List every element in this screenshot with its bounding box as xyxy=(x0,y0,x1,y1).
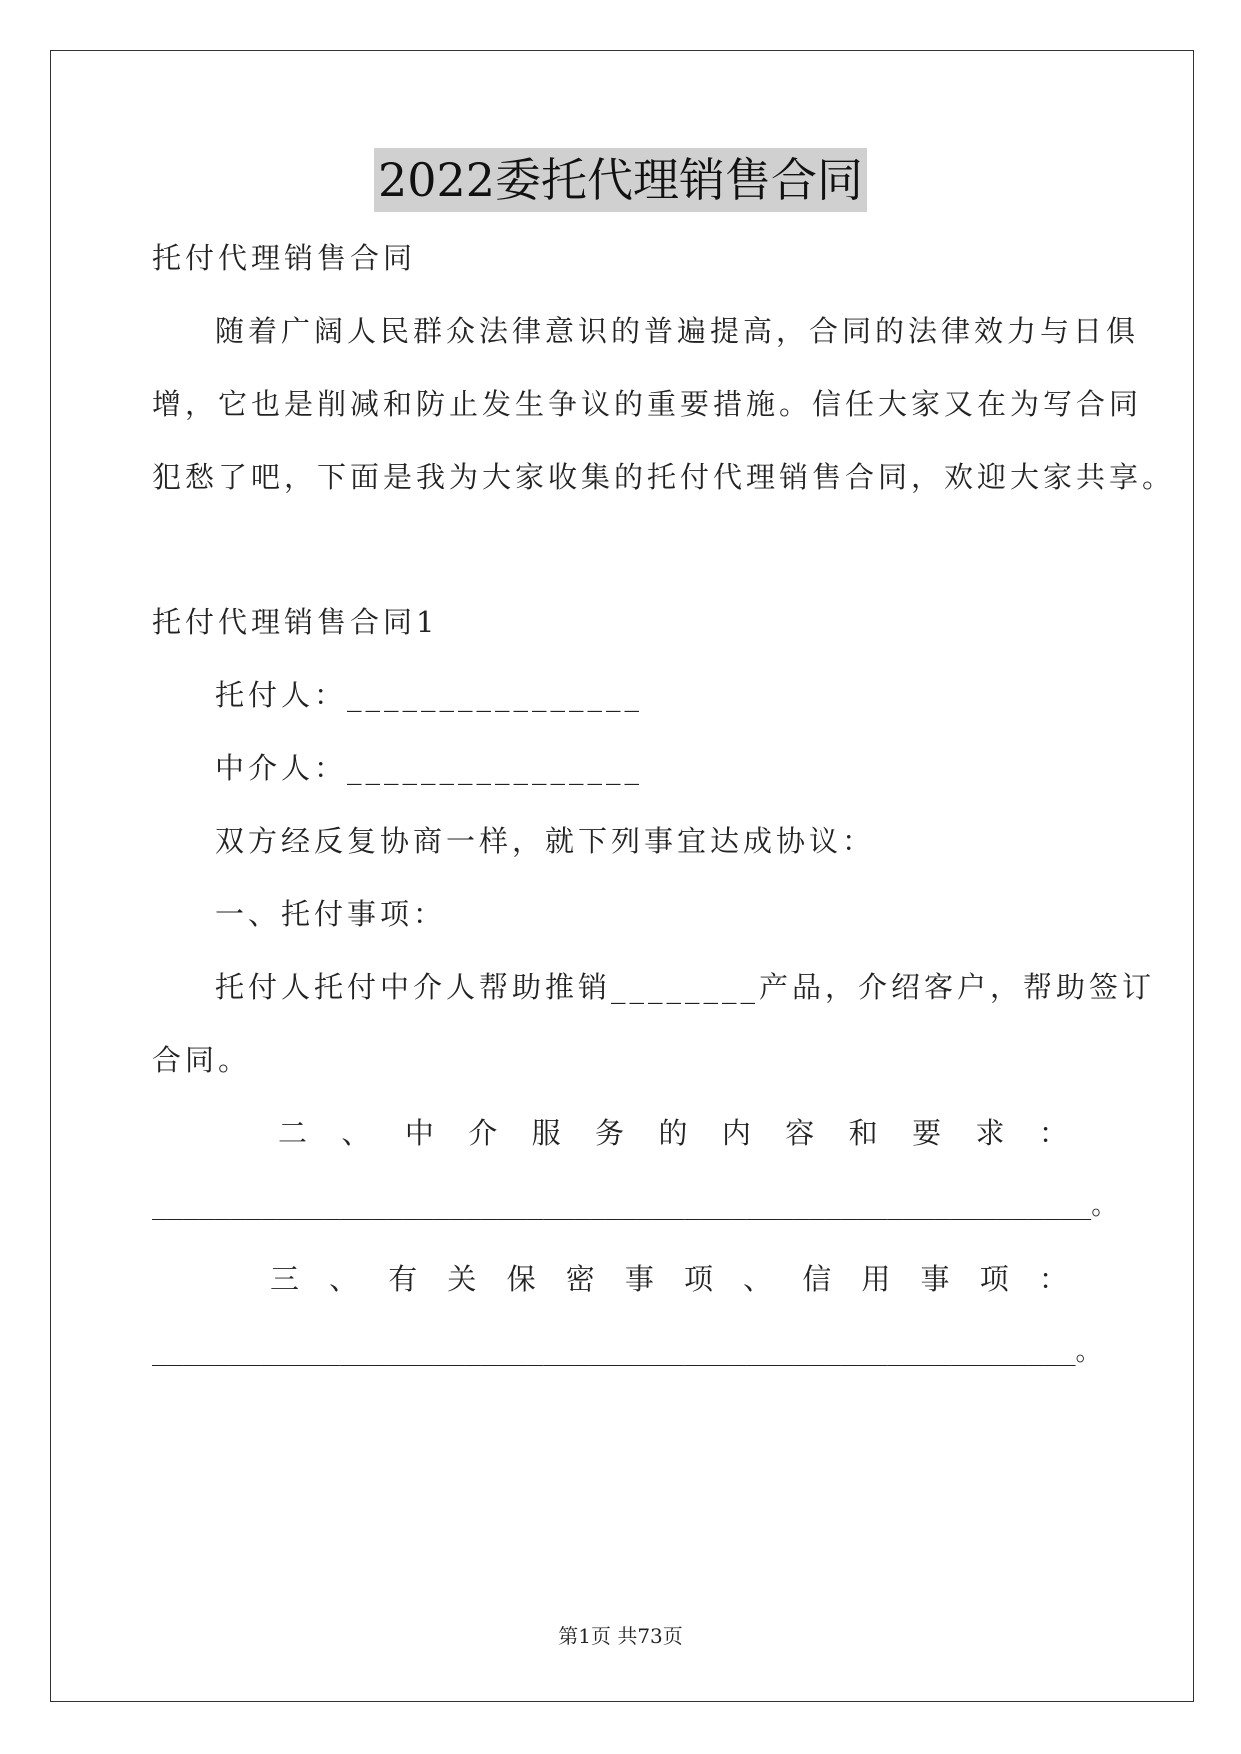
section-1-title: 一、托付事项： xyxy=(215,897,447,931)
title-container xyxy=(0,148,1241,212)
intro-line-1: 随着广阔人民群众法律意识的普遍提高，合同的法律效力与日俱 xyxy=(215,314,1140,348)
subtitle: 托付代理销售合同 xyxy=(152,241,417,275)
party-b-field: 中介人：________________ xyxy=(215,751,644,785)
section-2-title-char: 二 xyxy=(278,1116,308,1150)
document-title: 2022委托代理销售合同 xyxy=(374,148,867,212)
section-2-title-char: 中 xyxy=(404,1116,434,1150)
section-2-title xyxy=(278,1113,1068,1153)
section-2-title-char: 、 xyxy=(341,1116,371,1150)
section-3-title-char: 有 xyxy=(388,1262,418,1296)
section-3-blank: ___________________________________________________________。 xyxy=(152,1337,1102,1367)
section-3-title xyxy=(270,1259,1068,1299)
section-2-title-char: 务 xyxy=(595,1116,625,1150)
party-a-field: 托付人：________________ xyxy=(215,678,644,712)
section-3-title-char: 用 xyxy=(861,1262,891,1296)
section-1-body-line-1: 托付人托付中介人帮助推销________产品，介绍客户，帮助签订 xyxy=(215,970,1156,1004)
section-2-title-char: ： xyxy=(1038,1116,1068,1150)
section-1-body-line-2: 合同。 xyxy=(152,1043,252,1077)
section-3-title-char: ： xyxy=(1038,1262,1068,1296)
section-2-title-char: 容 xyxy=(785,1116,815,1150)
section-3-title-char: 事 xyxy=(624,1262,654,1296)
section-3-title-char: 密 xyxy=(565,1262,595,1296)
section-3-title-char: 关 xyxy=(447,1262,477,1296)
page-footer: 第1页 共73页 xyxy=(558,1624,683,1648)
page-border xyxy=(50,50,1194,1702)
section-3-title-char: 保 xyxy=(506,1262,536,1296)
section-2-title-char: 内 xyxy=(721,1116,751,1150)
section-2-title-char: 和 xyxy=(848,1116,878,1150)
section-2-title-char: 介 xyxy=(468,1116,498,1150)
intro-line-3: 犯愁了吧，下面是我为大家收集的托付代理销售合同，欢迎大家共享。 xyxy=(152,460,1176,494)
section-2-title-char: 的 xyxy=(658,1116,688,1150)
section-3-title-char: 、 xyxy=(743,1262,773,1296)
intro-line-2: 增，它也是削减和防止发生争议的重要措施。信任大家又在为写合同 xyxy=(152,387,1143,421)
section-2-title-char: 要 xyxy=(912,1116,942,1150)
agreement-statement: 双方经反复协商一样，就下列事宜达成协议： xyxy=(215,824,876,858)
section-3-title-char: 、 xyxy=(329,1262,359,1296)
contract-heading: 托付代理销售合同1 xyxy=(152,605,439,639)
section-3-title-char: 项 xyxy=(683,1262,713,1296)
section-3-title-char: 信 xyxy=(802,1262,832,1296)
section-3-title-char: 三 xyxy=(270,1262,300,1296)
section-3-title-char: 项 xyxy=(979,1262,1009,1296)
section-2-title-char: 求 xyxy=(975,1116,1005,1150)
section-3-title-char: 事 xyxy=(920,1262,950,1296)
section-2-blank: ____________________________________________________________。 xyxy=(152,1191,1118,1221)
section-2-title-char: 服 xyxy=(531,1116,561,1150)
